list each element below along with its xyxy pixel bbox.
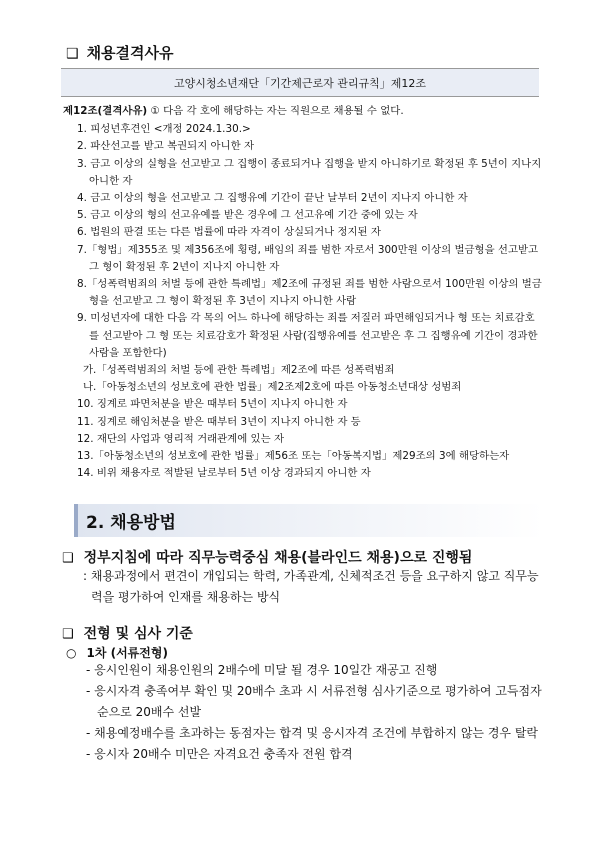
- list-item: 4. 금고 이상의 형을 선고받고 그 집행유예 기간이 끝난 날부터 2년이 지나지 아니한 자: [77, 192, 468, 205]
- list-item: 2. 파산선고를 받고 복권되지 아니한 자: [77, 140, 254, 153]
- subheading-text: 전형 및 심사 기준: [83, 626, 193, 642]
- section-title-bar: [74, 504, 544, 537]
- list-subitem: 가.「성폭력범죄의 처벌 등에 관한 특례법」제2조에 따른 성폭력범죄: [83, 364, 395, 377]
- list-item: 13.「아동청소년의 성보호에 관한 법률」제56조 또는「아동복지법」제29조의 3에 해당하는자: [77, 450, 510, 463]
- circle-bullet-icon: ○: [66, 646, 77, 660]
- list-item: 5. 금고 이상의 형의 선고유예를 받은 경우에 그 선고유예 기간 중에 있는 자: [77, 209, 418, 222]
- list-item: 6. 법원의 판결 또는 다른 법률에 따라 자격이 상실되거나 정지된 자: [77, 226, 381, 239]
- article-12: [63, 103, 543, 482]
- list-item: - 응시자 20배수 미만은 자격요건 충족자 전원 합격: [86, 747, 353, 761]
- screening-rules-list: [80, 660, 550, 765]
- rule-title-box: [61, 68, 539, 97]
- subheading-blind-hiring: [62, 547, 472, 567]
- list-item: 10. 징계로 파면처분을 받은 때부터 5년이 지나지 아니한 자: [77, 398, 348, 411]
- blind-hiring-description: [77, 566, 547, 608]
- disqualification-list: [63, 121, 543, 482]
- section-heading-text: 채용결격사유: [86, 44, 174, 62]
- subheading-screening-criteria: [62, 623, 193, 643]
- list-item: 7.「형법」제355조 및 제356조에 횡령, 배임의 죄를 범한 자로서 300만원 이상의 벌금형을 선고받고 그 형이 확정된 후 2년이 지나지 아니한 자: [77, 243, 539, 273]
- list-subitem: 나.「아동청소년의 성보호에 관한 법률」제2조제2호에 따른 아동청소년대상 성범죄: [83, 381, 462, 394]
- checkbox-bullet-icon: ❑: [62, 551, 74, 566]
- subheading-text: 정부지침에 따라 직무능력중심 채용(블라인드 채용)으로 진행됨: [83, 550, 473, 566]
- list-item: - 채용예정배수를 초과하는 동점자는 합격 및 응시자격 조건에 부합하지 않는 경우 탈락: [86, 726, 539, 740]
- list-item: 9. 미성년자에 대한 다음 각 목의 어느 하나에 해당하는 죄를 저질러 파면해임되거나 형 또는 치료감호를 선고받아 그 형 또는 치료감호가 확정된 사람(집행유예를 선고받은 후 그 집행유예 기간이 경과한 사람을 포함한다): [77, 312, 538, 359]
- list-item: 12. 재단의 사업과 영리적 거래관계에 있는 자: [77, 432, 284, 445]
- stage-heading: [66, 644, 168, 661]
- article-label: 제12조(결격사유): [63, 105, 148, 117]
- description-text: : 채용과정에서 편견이 개입되는 학력, 가족관계, 신체적조건 등을 요구하지 않고 직무능력을 평가하여 인재를 채용하는 방식: [83, 569, 539, 604]
- checkbox-bullet-icon: ❑: [66, 46, 79, 62]
- list-item: 1. 피성년후견인 <개정 2024.1.30.>: [77, 123, 251, 136]
- section-heading-disqualification: [66, 42, 174, 63]
- checkbox-bullet-icon: ❑: [62, 627, 74, 642]
- list-item: - 응시인원이 채용인원의 2배수에 미달 될 경우 10일간 재공고 진행: [86, 663, 438, 677]
- list-item: - 응시자격 충족여부 확인 및 20배수 초과 시 서류전형 심사기준으로 평가하여 고득점자 순으로 20배수 선발: [86, 684, 542, 719]
- rule-title: 고양시청소년재단「기간제근로자 관리규칙」제12조: [173, 76, 426, 90]
- list-item: 8.「성폭력범죄의 처벌 등에 관한 특례법」제2조에 규정된 죄를 범한 사람으로서 100만원 이상의 벌금형을 선고받고 그 형이 확정된 후 3년이 지나지 아니한 사람: [77, 278, 542, 308]
- list-item: 3. 금고 이상의 실형을 선고받고 그 집행이 종료되거나 집행을 받지 아니하기로 확정된 후 5년이 지나지 아니한 자: [77, 157, 542, 187]
- article-intro-text: ① 다음 각 호에 해당하는 자는 직원으로 채용될 수 없다.: [147, 105, 404, 117]
- list-item: 11. 징계로 해임처분을 받은 때부터 3년이 지나지 아니한 자 등: [77, 415, 361, 428]
- section-title: 2. 채용방법: [86, 513, 176, 533]
- list-item: 14. 비위 채용자로 적발된 날로부터 5년 이상 경과되지 아니한 자: [77, 467, 371, 480]
- article-intro: [63, 103, 543, 120]
- stage-text: 1차 (서류전형): [86, 646, 168, 660]
